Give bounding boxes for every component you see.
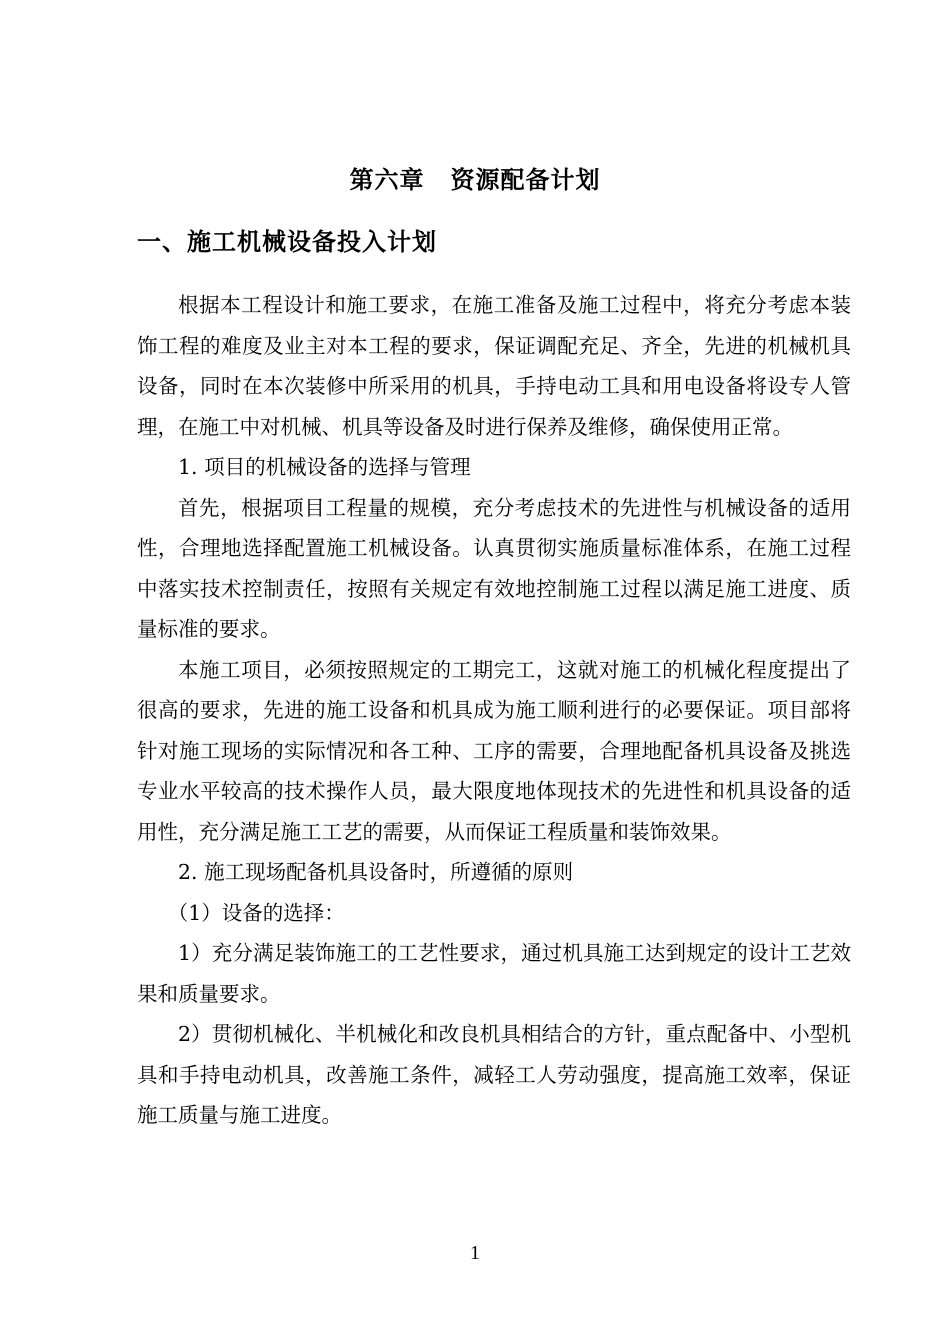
- subheading-equipment-management: 1. 项目的机械设备的选择与管理: [178, 455, 471, 479]
- body-text: [137, 285, 851, 1136]
- page-number: 1: [470, 1242, 480, 1264]
- chapter-title: [0, 160, 950, 200]
- paragraph-project-requirements: 本施工项目，必须按照规定的工期完工，这就对施工的机械化程度提出了很高的要求，先进的施工设备和机具成为施工顺利进行的必要保证。项目部将针对施工现场的实际情况和各工种、工序的需要，合理地配备机具设备及挑选专业水平较高的技术操作人员，最大限度地体现技术的先进性和机具设备的适用性，充分满足施工工艺的需要，从而保证工程质量和装饰效果。: [137, 657, 851, 844]
- paragraph-intro: 根据本工程设计和施工要求，在施工准备及施工过程中，将充分考虑本装饰工程的难度及业主对本工程的要求，保证调配充足、齐全，先进的机械机具设备，同时在本次装修中所采用的机具，手持电动工具和用电设备将设专人管理，在施工中对机械、机具等设备及时进行保养及维修，确保使用正常。: [137, 293, 851, 439]
- chapter-name: 资源配备计划: [450, 165, 601, 194]
- paragraph-selection: 首先，根据项目工程量的规模，充分考虑技术的先进性与机械设备的适用性，合理地选择配置施工机械设备。认真贯彻实施质量标准体系，在施工过程中落实技术控制责任，按照有关规定有效地控制施工过程以满足施工进度、质量标准的要求。: [137, 495, 851, 641]
- section-heading: 一、施工机械设备投入计划: [137, 227, 437, 256]
- subheading-equipment-selection: （1）设备的选择：: [167, 900, 345, 925]
- subheading-principles: 2. 施工现场配备机具设备时，所遵循的原则: [178, 860, 574, 884]
- list-item-1: 1）充分满足装饰施工的工艺性要求，通过机具施工达到规定的设计工艺效果和质量要求。: [137, 941, 851, 1006]
- list-item-2: 2）贯彻机械化、半机械化和改良机具相结合的方针，重点配备中、小型机具和手持电动机具，改善施工条件，减轻工人劳动强度，提高施工效率，保证施工质量与施工进度。: [137, 1022, 851, 1127]
- chapter-number: 第六章: [349, 165, 425, 194]
